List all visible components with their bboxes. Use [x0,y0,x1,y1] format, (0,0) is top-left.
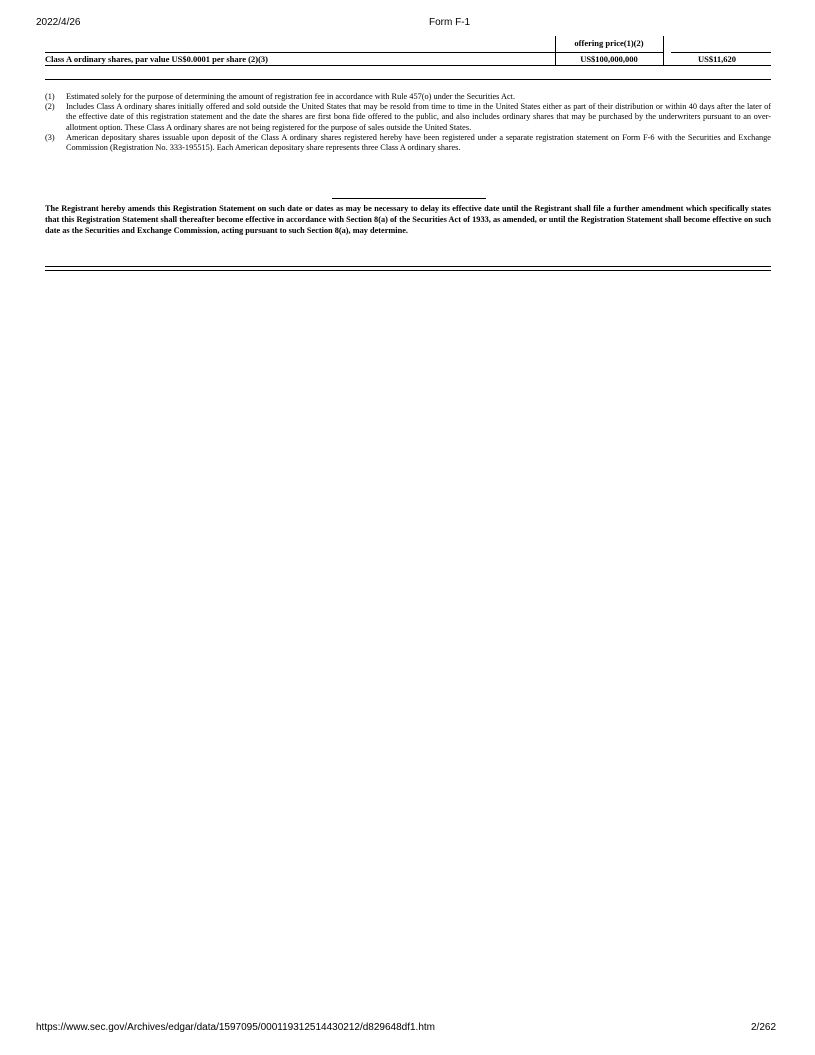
footnote-number: (2) [45,102,55,112]
page-number: 2/262 [751,1022,777,1033]
footnotes-list [45,92,771,153]
print-header [0,17,815,31]
footnote-text: Includes Class A ordinary shares initially offered and sold outside the United States that may be resold from time to time in the United States either as part of their distribution or within 40 days after the later of the effective date of this registration statement and the date the shares are first bona fide offered to the public, and also includes ordinary shares that may be purchased by the underwriters pursuant to an over-allotment option. These Class A ordinary shares are not being registered for the purpose of sales outside the United States. [66,102,771,132]
table-row-bottom-rule [45,65,771,66]
print-footer [0,1022,815,1036]
table-row-top-rule [45,52,555,53]
offering-price-cell: US$100,000,000 [580,54,638,64]
footnote [45,92,771,102]
offering-price-column-header: offering price(1)(2) [574,38,644,48]
footnote-number: (3) [45,132,55,142]
section-divider [45,79,771,80]
short-divider [332,198,486,199]
page-end-double-rule [45,266,771,267]
footnote-text: American depositary shares issuable upon deposit of the Class A ordinary shares registered hereby have been registered under a separate registration statement on Form F-6 with the Securities and Exchange Commission (Registration No. 333-195515). Each American depositary share represents three Class A ordinary shares. [66,132,771,153]
footnote [45,102,771,133]
table-row-top-rule [555,52,663,53]
source-url: https://www.sec.gov/Archives/edgar/data/1597095/000119312514430212/d829648df1.htm [36,1022,435,1033]
page-end-double-rule [45,270,771,271]
footnote-text: Estimated solely for the purpose of determining the amount of registration fee in accordance with Rule 457(o) under the Securities Act. [66,92,516,101]
table-row-top-rule [671,52,771,53]
document-title: Form F-1 [429,17,471,28]
security-class-cell: Class A ordinary shares, par value US$0.0001 per share (2)(3) [45,54,268,64]
footnote [45,133,771,153]
footnote-number: (1) [45,92,55,101]
registration-fee-table [45,36,771,69]
registration-fee-cell: US$11,620 [697,54,737,64]
delaying-amendment-statement: The Registrant hereby amends this Registration Statement on such date or dates as may be necessary to delay its effective date until the Registrant shall file a further amendment which specifically states that this Registration Statement shall thereafter become effective in accordance with Section 8(a) of the Securities Act of 1933, as amended, or until the Registration Statement shall become effective on such date as the Securities and Exchange Commission, acting pursuant to such Section 8(a), may determine. [45,204,771,235]
print-date: 2022/4/26 [36,17,81,28]
